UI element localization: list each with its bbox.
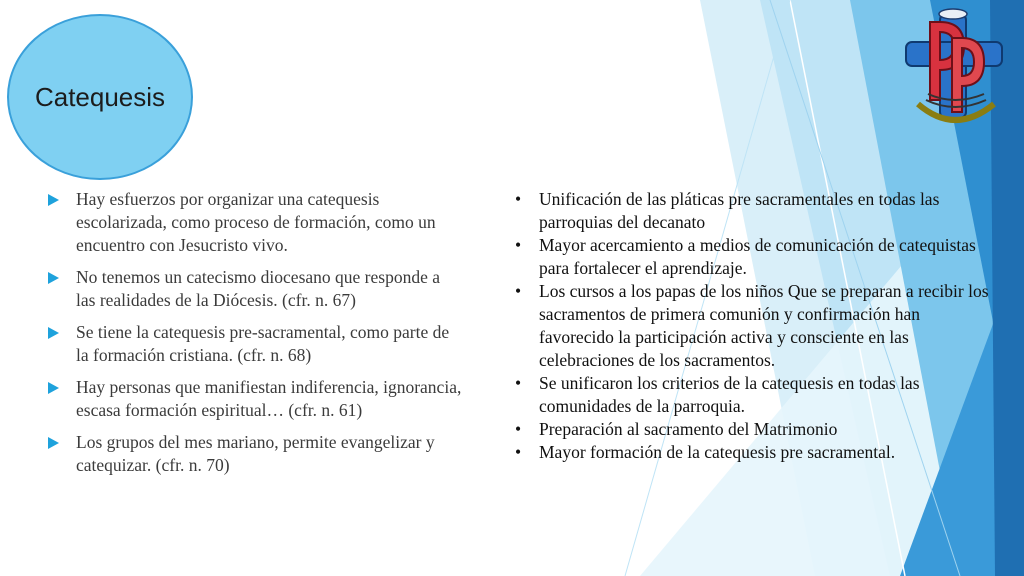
right-bullet-item (513, 441, 993, 464)
right-bullet-item (513, 372, 993, 418)
left-bullet-text: Los grupos del mes mariano, permite evangelizar y catequizar. (cfr. n. 70) (76, 432, 435, 475)
right-bullet-text: Mayor formación de la catequesis pre sacramental. (539, 442, 896, 462)
bullet-dot: • (515, 235, 522, 255)
left-bullet-text: Se tiene la catequesis pre-sacramental, como parte de la formación cristiana. (cfr. n. 68) (76, 322, 450, 365)
left-bullet-item (48, 188, 463, 257)
left-bullet-item (48, 321, 463, 367)
left-bullet-item (48, 266, 463, 312)
right-bullet-text: Mayor acercamiento a medios de comunicación de catequistas para fortalecer el aprendizaje. (539, 235, 976, 278)
left-bullet-text: No tenemos un catecismo diocesano que responde a las realidades de la Diócesis. (cfr. n. 67) (76, 267, 440, 310)
triangle-bullet-icon (48, 437, 59, 449)
slide-title: Catequesis (34, 81, 166, 112)
left-bullet-text: Hay esfuerzos por organizar una catequesis escolarizada, como proceso de formación, como un encuentro con Jesucristo vivo. (76, 189, 436, 255)
bullet-dot: • (515, 373, 522, 393)
right-bullet-text: Unificación de las pláticas pre sacramentales en todas las parroquias del decanato (539, 189, 940, 232)
bullet-dot: • (515, 442, 522, 462)
triangle-bullet-icon (48, 272, 59, 284)
left-bullet-item (48, 431, 463, 477)
right-bullet-item (513, 418, 993, 441)
title-circle (7, 14, 193, 180)
triangle-bullet-icon (48, 194, 59, 206)
right-bullet-item (513, 280, 993, 372)
right-bullet-item (513, 188, 993, 234)
right-bullet-text: Preparación al sacramento del Matrimonio (539, 419, 838, 439)
left-bullet-text: Hay personas que manifiestan indiferencia, ignorancia, escasa formación espiritual… (cfr. n. 61) (76, 377, 462, 420)
left-bullet-item (48, 376, 463, 422)
triangle-bullet-icon (48, 382, 59, 394)
right-bullet-list (513, 188, 993, 464)
right-bullet-item (513, 234, 993, 280)
bullet-dot: • (515, 189, 522, 209)
triangle-bullet-icon (48, 327, 59, 339)
parish-logo-icon (900, 8, 1010, 128)
right-bullet-text: Se unificaron los criterios de la catequesis en todas las comunidades de la parroquia. (539, 373, 920, 416)
right-bullet-text: Los cursos a los papas de los niños Que se preparan a recibir los sacramentos de primera comunión y confirmación han favorecido la participación activa y consciente en las celebraciones de los sacramentos. (539, 281, 989, 370)
bullet-dot: • (515, 281, 522, 301)
left-bullet-list (48, 188, 463, 486)
bullet-dot: • (515, 419, 522, 439)
